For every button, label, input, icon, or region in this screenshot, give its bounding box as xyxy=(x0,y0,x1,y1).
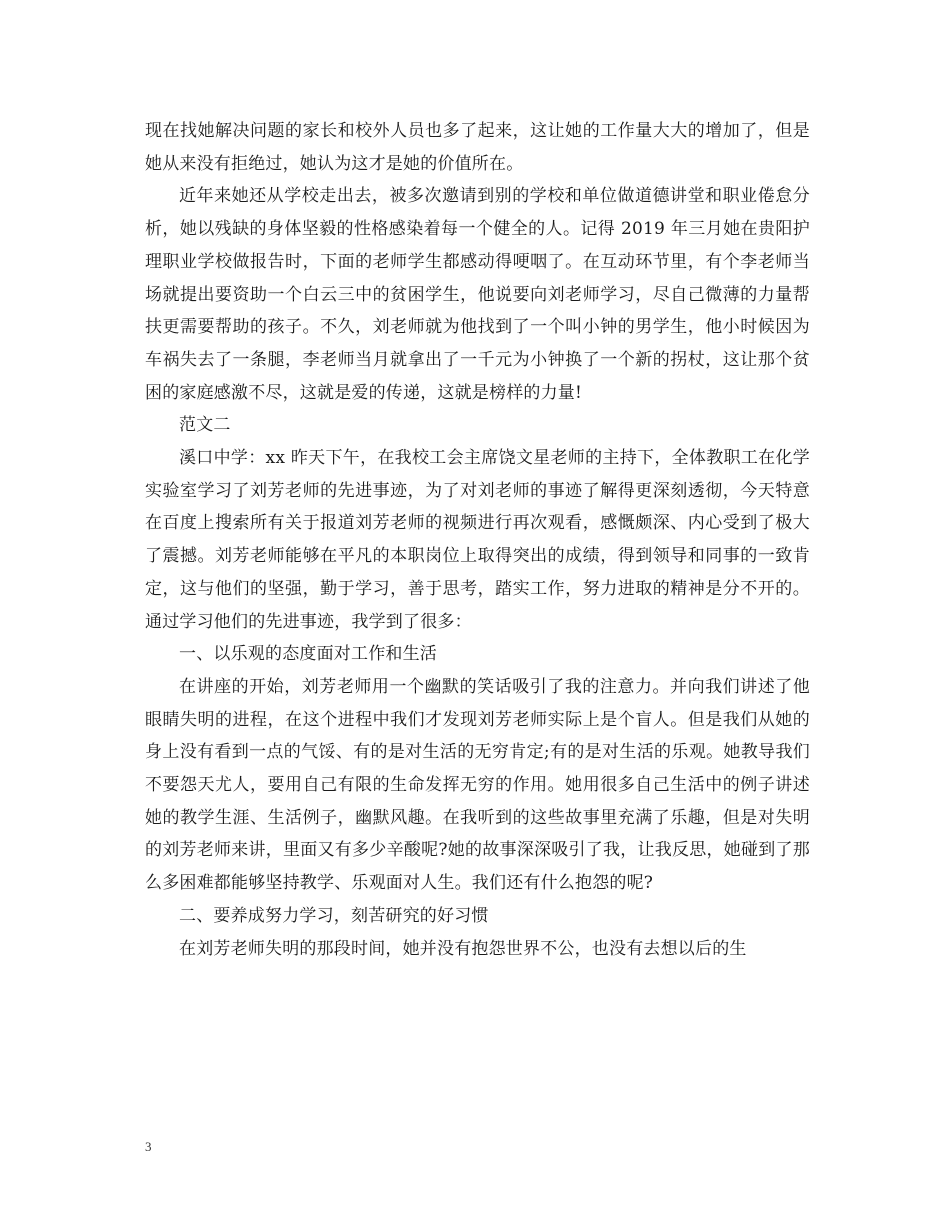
subheading-2: 二、要养成努力学习，刻苦研究的好习惯 xyxy=(179,905,489,926)
paragraph-1: 现在找她解决问题的家长和校外人员也多了起来，这让她的工作量大大的增加了，但是她从来没有拒绝过，她认为这才是她的价值所在。 xyxy=(145,121,810,174)
section-heading-fanwen-er: 范文二 xyxy=(179,415,231,436)
paragraph-2: 近年来她还从学校走出去，被多次邀请到别的学校和单位做道德讲堂和职业倦怠分析，她以残缺的身体坚毅的性格感染着每一个健全的人。记得 2019 年三月她在贵阳护理职业学校做报告时，下面的老师学生都感动得哽咽了。在互动环节里，有个李老师当场就提出要资助一个白云三中的贫困学生，他说要向刘老师学习，尽自己微薄的力量帮扶更需要帮助的孩子。不久，刘老师就为他找到了一个叫小钟的男学生，他小时候因为车祸失去了一条腿，李老师当月就拿出了一千元为小钟换了一个新的拐杖，这让那个贫困的家庭感激不尽，这就是爱的传递，这就是榜样的力量! xyxy=(145,186,810,403)
paragraph-5: 在刘芳老师失明的那段时间，她并没有抱怨世界不公，也没有去想以后的生 xyxy=(179,938,747,959)
subheading-1: 一、以乐观的态度面对工作和生活 xyxy=(179,644,437,665)
paragraph-3: 溪口中学：xx 昨天下午，在我校工会主席饶文星老师的主持下，全体教职工在化学实验室学习了刘芳老师的先进事迹，为了对刘老师的事迹了解得更深刻透彻，今天特意在百度上搜索所有关于报道刘芳老师的视频进行再次观看，感慨颇深、内心受到了极大了震撼。刘芳老师能够在平凡的本职岗位上取得突出的成绩，得到领导和同事的一致肯定，这与他们的坚强，勤于学习，善于思考，踏实工作，努力进取的精神是分不开的。通过学习他们的先进事迹，我学到了很多： xyxy=(145,448,810,632)
document-body xyxy=(145,115,810,965)
page-number: 3 xyxy=(145,1139,152,1154)
paragraph-4: 在讲座的开始，刘芳老师用一个幽默的笑话吸引了我的注意力。并向我们讲述了他眼睛失明的进程，在这个进程中我们才发现刘芳老师实际上是个盲人。但是我们从她的身上没有看到一点的气馁、有的是对生活的无穷肯定;有的是对生活的乐观。她教导我们不要怨天尤人，要用自己有限的生命发挥无穷的作用。她用很多自己生活中的例子讲述她的教学生涯、生活例子，幽默风趣。在我听到的这些故事里充满了乐趣，但是对失明的刘芳老师来讲，里面又有多少辛酸呢?她的故事深深吸引了我，让我反思，她碰到了那么多困难都能够坚持教学、乐观面对人生。我们还有什么抱怨的呢? xyxy=(145,676,810,894)
